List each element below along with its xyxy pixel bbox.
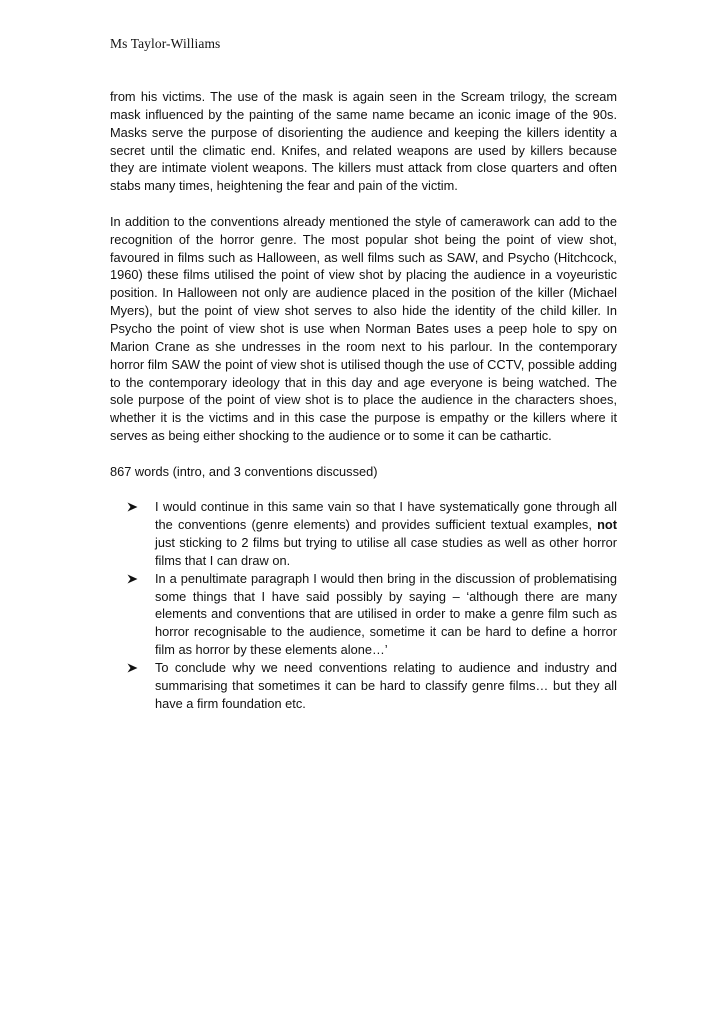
plan-bullet-list bbox=[110, 498, 617, 712]
bullet-text: To conclude why we need conventions relating to audience and industry and summarising that sometimes it can be hard to classify genre films… but they all have a firm foundation etc. bbox=[155, 660, 617, 711]
bullet-item-continue bbox=[110, 498, 617, 569]
bullet-text-after: just sticking to 2 films but trying to utilise all case studies as well as other horror films that I can draw on. bbox=[155, 535, 617, 568]
bullet-item-conclude bbox=[110, 659, 617, 713]
bullet-text-before: I would continue in this same vain so that I have systematically gone through all the conventions (genre elements) and provides sufficient textual examples, bbox=[155, 499, 617, 533]
arrow-bullet-icon bbox=[127, 659, 141, 677]
bullet-text: In a penultimate paragraph I would then bring in the discussion of problematising some things that I have said possibly by saying – ‘although there are many elements and conventions that are utilised in order to make a genre film such as horror recognisable to the audience, sometime it can be hard to define a horror film as horror by these elements alone…’ bbox=[155, 570, 617, 658]
document-body bbox=[110, 88, 617, 713]
word-count-note: 867 words (intro, and 3 conventions discussed) bbox=[110, 463, 378, 479]
paragraph-camerawork: In addition to the conventions already mentioned the style of camerawork can add to the recognition of the horror genre. The most popular shot being the point of view shot, favoured in films such as Halloween, as well films such as SAW, and Psycho (Hitchcock, 1960) these films utilised the point of view shot by placing the audience in a voyeuristic position. In Halloween not only are audience placed in the position of the killer (Michael Myers), but the point of view shot serves to also hide the identity of the child killer. In Psycho the point of view shot is use when Norman Bates uses a peep hole to spy on Marion Crane as she undresses in the room next to his parlour. In the contemporary horror film SAW the point of view shot is utilised though the use of CCTV, possible adding to the contemporary ideology that in this day and age everyone is being watched. The sole purpose of the point of view shot is to place the audience in the characters shoes, whether it is the victims and in this case the purpose is empathy or the killers where it serves as being either shocking to the audience or to some it can be cathartic. bbox=[110, 213, 617, 444]
bullet-item-penultimate bbox=[110, 570, 617, 659]
arrow-bullet-icon bbox=[127, 498, 141, 516]
arrow-bullet-icon bbox=[127, 570, 141, 588]
page-header-author: Ms Taylor-Williams bbox=[110, 36, 221, 51]
paragraph-mask-weapons: from his victims. The use of the mask is again seen in the Scream trilogy, the scream mask influenced by the painting of the same name became an iconic image of the 90s. Masks serve the purpose of disorienting the audience and keeping the killers identity a secret until the climatic end. Knifes, and related weapons are used by killers because they are intimate violent weapons. The killers must attack from close quarters and often stabs many times, heightening the fear and pain of the victim. bbox=[110, 89, 617, 194]
bullet-text-bold-not: not bbox=[597, 517, 617, 533]
